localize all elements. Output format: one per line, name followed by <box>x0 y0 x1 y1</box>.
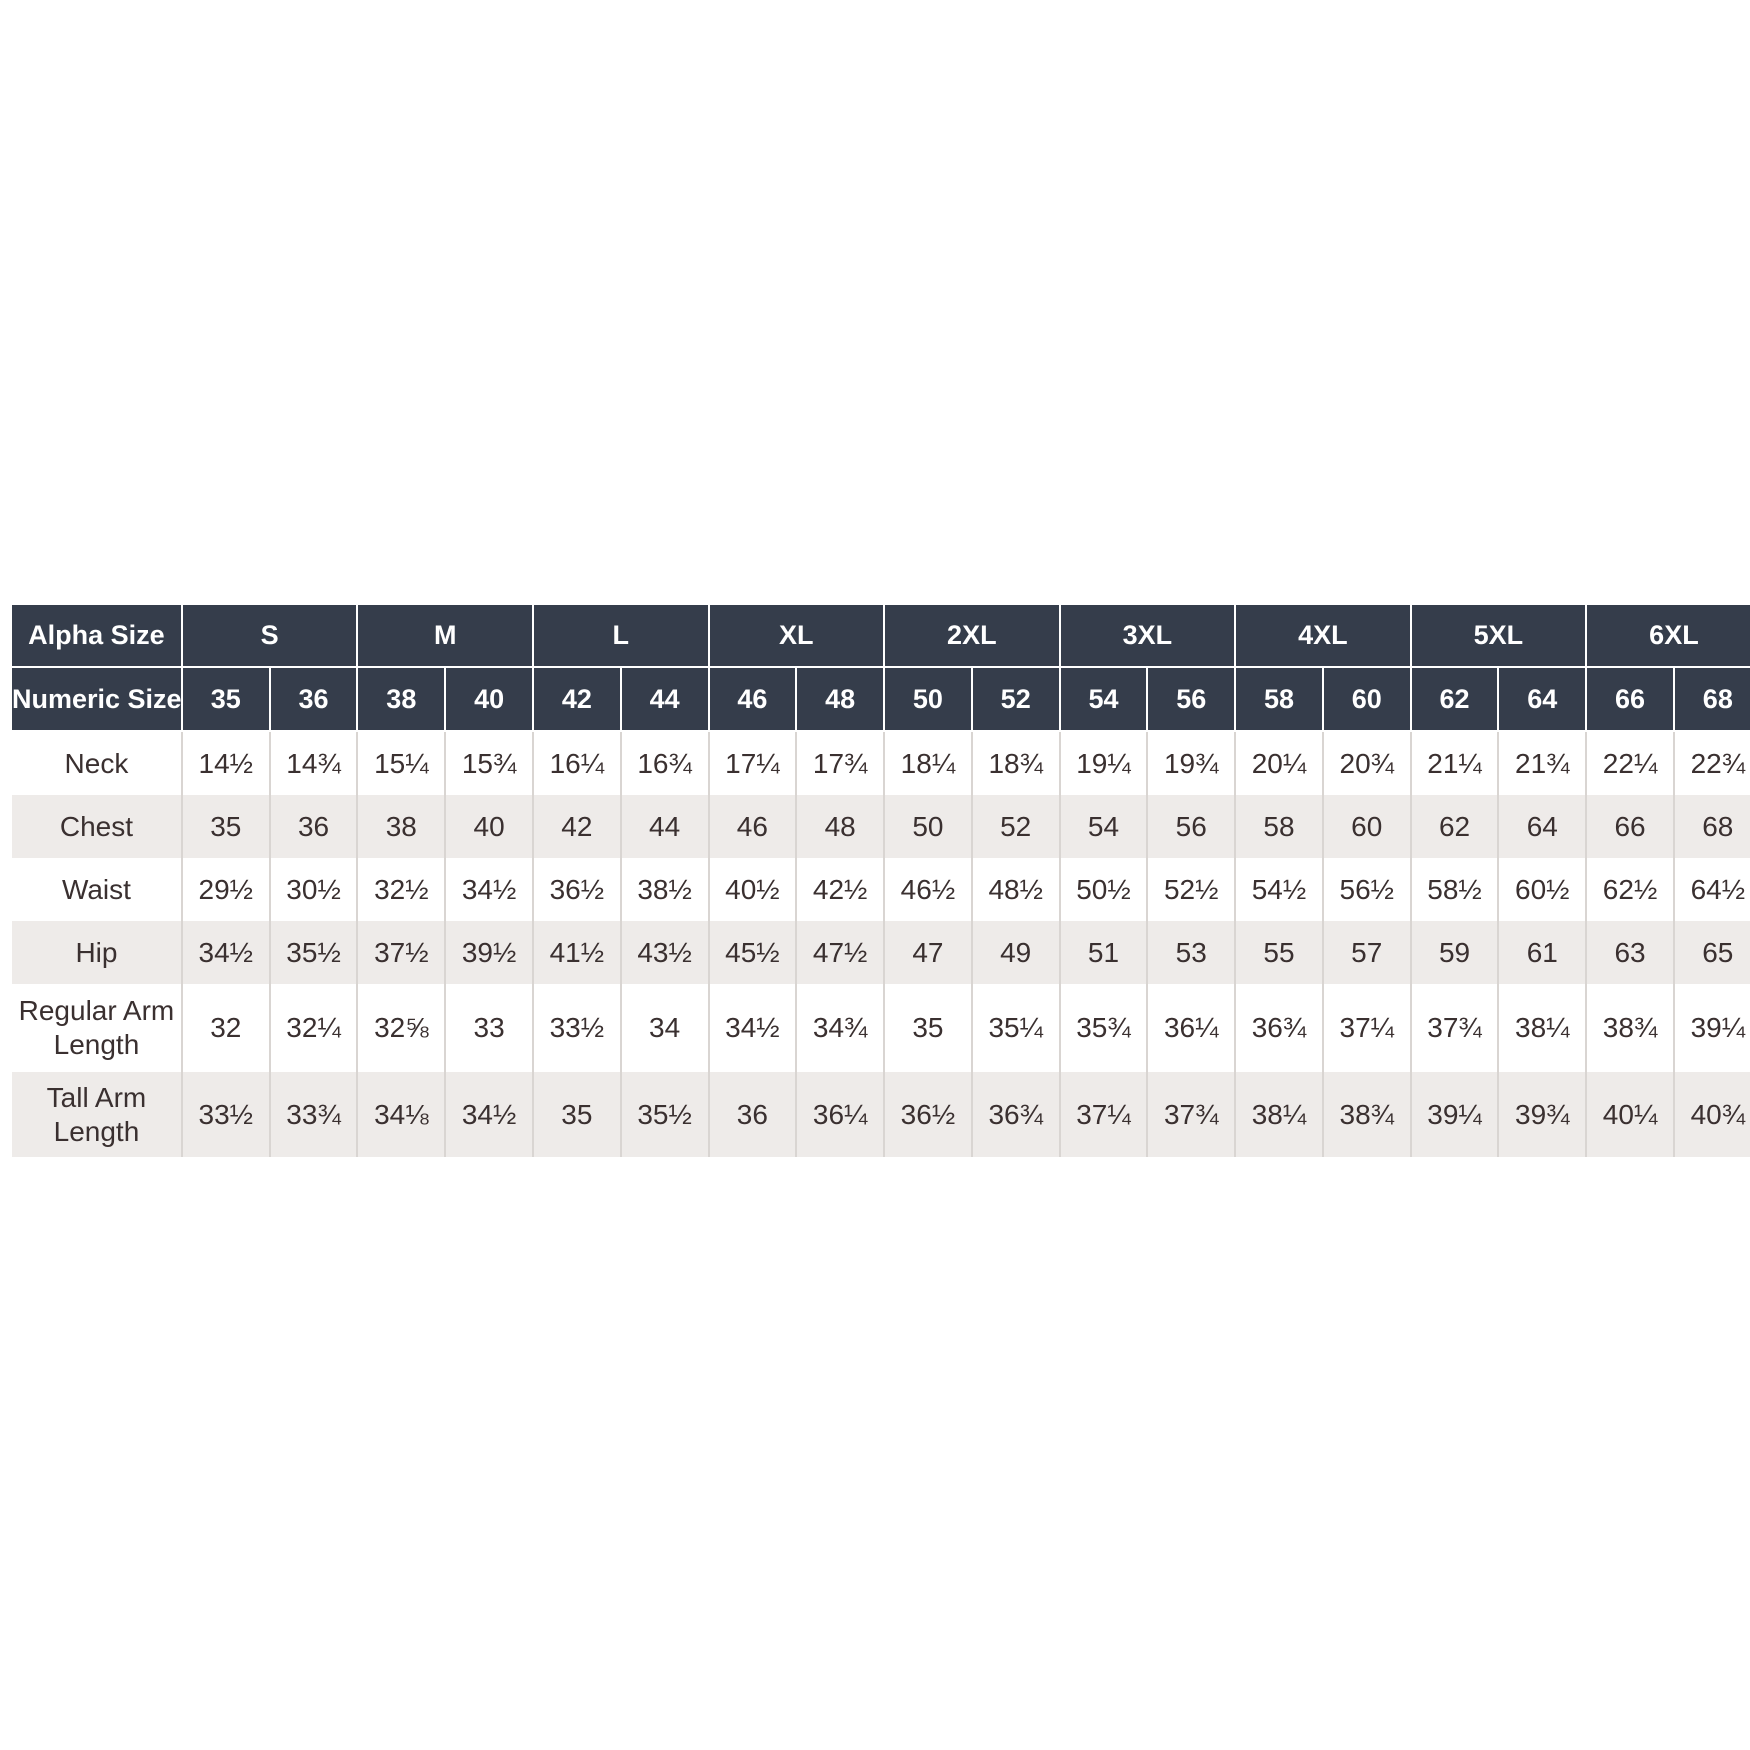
measurement-cell: 37½ <box>357 921 445 984</box>
measurement-cell: 38½ <box>621 858 709 921</box>
measurement-cell: 17¾ <box>796 731 884 795</box>
row-label-line: Length <box>53 1115 140 1147</box>
measurement-cell: 52½ <box>1147 858 1235 921</box>
measurement-cell: 48½ <box>972 858 1060 921</box>
numeric-size-cell: 42 <box>533 667 621 731</box>
measurement-cell: 21¼ <box>1411 731 1499 795</box>
measurement-cell: 47½ <box>796 921 884 984</box>
measurement-cell: 15¾ <box>445 731 533 795</box>
measurement-cell: 61 <box>1498 921 1586 984</box>
measurement-cell: 40½ <box>709 858 797 921</box>
measurement-cell: 36 <box>270 795 358 858</box>
measurement-cell: 35½ <box>621 1072 709 1157</box>
measurement-cell: 36¾ <box>972 1072 1060 1157</box>
measurement-cell: 41½ <box>533 921 621 984</box>
measurement-cell: 22¾ <box>1674 731 1750 795</box>
measurement-cell: 18¾ <box>972 731 1060 795</box>
measurement-cell: 36 <box>709 1072 797 1157</box>
row-label-line: Tall Arm <box>46 1081 147 1113</box>
measurement-cell: 37¼ <box>1060 1072 1148 1157</box>
measurement-cell: 64½ <box>1674 858 1750 921</box>
numeric-size-cell: 44 <box>621 667 709 731</box>
measurement-cell: 35¼ <box>972 984 1060 1072</box>
measurement-row-regular-arm-length <box>12 984 1750 1072</box>
measurement-cell: 60½ <box>1498 858 1586 921</box>
measurement-row-tall-arm-length <box>12 1072 1750 1157</box>
measurement-cell: 14¾ <box>270 731 358 795</box>
measurement-cell: 62 <box>1411 795 1499 858</box>
measurement-cell: 58 <box>1235 795 1323 858</box>
measurement-cell: 64 <box>1498 795 1586 858</box>
numeric-size-header-row <box>12 667 1750 731</box>
measurement-cell: 36½ <box>533 858 621 921</box>
measurement-cell: 62½ <box>1586 858 1674 921</box>
measurement-cell: 20¾ <box>1323 731 1411 795</box>
row-label-hip <box>12 921 182 984</box>
alpha-size-label: Alpha Size <box>12 605 182 667</box>
measurement-cell: 43½ <box>621 921 709 984</box>
numeric-size-cell: 36 <box>270 667 358 731</box>
numeric-size-cell: 52 <box>972 667 1060 731</box>
numeric-size-cell: 62 <box>1411 667 1499 731</box>
measurement-cell: 32½ <box>357 858 445 921</box>
measurement-cell: 34½ <box>182 921 270 984</box>
measurement-cell: 66 <box>1586 795 1674 858</box>
numeric-size-cell: 50 <box>884 667 972 731</box>
measurement-cell: 48 <box>796 795 884 858</box>
numeric-size-cell: 68 <box>1674 667 1750 731</box>
measurement-cell: 32 <box>182 984 270 1072</box>
measurement-cell: 39½ <box>445 921 533 984</box>
row-label-line: Waist <box>61 873 131 905</box>
measurement-cell: 38¼ <box>1235 1072 1323 1157</box>
measurement-cell: 33½ <box>533 984 621 1072</box>
measurement-cell: 40¼ <box>1586 1072 1674 1157</box>
row-label-line: Hip <box>75 936 118 968</box>
numeric-size-cell: 46 <box>709 667 797 731</box>
numeric-size-cell: 64 <box>1498 667 1586 731</box>
measurement-cell: 39¼ <box>1674 984 1750 1072</box>
measurement-cell: 37¼ <box>1323 984 1411 1072</box>
numeric-size-cell: 38 <box>357 667 445 731</box>
measurement-cell: 68 <box>1674 795 1750 858</box>
measurement-cell: 34½ <box>445 1072 533 1157</box>
row-label-chest <box>12 795 182 858</box>
measurement-row-chest <box>12 795 1750 858</box>
measurement-cell: 38¼ <box>1498 984 1586 1072</box>
measurement-cell: 32¼ <box>270 984 358 1072</box>
numeric-size-cell: 40 <box>445 667 533 731</box>
numeric-size-cell: 58 <box>1235 667 1323 731</box>
alpha-size-cell: L <box>533 605 709 667</box>
row-label-tall-arm-length <box>12 1072 182 1157</box>
numeric-size-cell: 60 <box>1323 667 1411 731</box>
measurement-cell: 35 <box>182 795 270 858</box>
measurement-cell: 34 <box>621 984 709 1072</box>
measurement-cell: 59 <box>1411 921 1499 984</box>
measurement-cell: 39¾ <box>1498 1072 1586 1157</box>
measurement-row-waist <box>12 858 1750 921</box>
measurement-cell: 56 <box>1147 795 1235 858</box>
measurement-cell: 55 <box>1235 921 1323 984</box>
measurement-cell: 50 <box>884 795 972 858</box>
measurement-cell: 16¼ <box>533 731 621 795</box>
measurement-row-neck <box>12 731 1750 795</box>
alpha-size-cell: M <box>357 605 533 667</box>
numeric-size-cell: 56 <box>1147 667 1235 731</box>
row-label-line: Chest <box>59 810 134 842</box>
measurement-cell: 35½ <box>270 921 358 984</box>
alpha-size-cell: XL <box>709 605 885 667</box>
measurement-cell: 29½ <box>182 858 270 921</box>
measurement-cell: 42½ <box>796 858 884 921</box>
measurement-cell: 20¼ <box>1235 731 1323 795</box>
measurement-cell: 36½ <box>884 1072 972 1157</box>
measurement-cell: 33¾ <box>270 1072 358 1157</box>
alpha-size-cell: 5XL <box>1411 605 1587 667</box>
measurement-cell: 39¼ <box>1411 1072 1499 1157</box>
measurement-cell: 56½ <box>1323 858 1411 921</box>
measurement-row-hip <box>12 921 1750 984</box>
measurement-cell: 36¼ <box>796 1072 884 1157</box>
row-label-line: Regular Arm <box>18 995 175 1026</box>
measurement-cell: 34¾ <box>796 984 884 1072</box>
measurement-cell: 37¾ <box>1411 984 1499 1072</box>
alpha-size-cell: 4XL <box>1235 605 1411 667</box>
alpha-size-cell: 3XL <box>1060 605 1236 667</box>
alpha-size-cell: 6XL <box>1586 605 1750 667</box>
numeric-size-cell: 66 <box>1586 667 1674 731</box>
measurement-cell: 60 <box>1323 795 1411 858</box>
numeric-size-cell: 48 <box>796 667 884 731</box>
measurement-cell: 34½ <box>709 984 797 1072</box>
measurement-cell: 17¼ <box>709 731 797 795</box>
alpha-size-cell: S <box>182 605 358 667</box>
numeric-size-cell: 54 <box>1060 667 1148 731</box>
measurement-cell: 65 <box>1674 921 1750 984</box>
row-label-regular-arm-length <box>12 984 182 1072</box>
measurement-cell: 42 <box>533 795 621 858</box>
row-label-neck <box>12 731 182 795</box>
measurement-cell: 37¾ <box>1147 1072 1235 1157</box>
measurement-cell: 51 <box>1060 921 1148 984</box>
row-label-line: Length <box>53 1029 140 1060</box>
row-label-waist <box>12 858 182 921</box>
measurement-cell: 40¾ <box>1674 1072 1750 1157</box>
measurement-cell: 46 <box>709 795 797 858</box>
measurement-cell: 47 <box>884 921 972 984</box>
size-chart-table <box>12 605 1750 1157</box>
measurement-cell: 44 <box>621 795 709 858</box>
measurement-cell: 38¾ <box>1323 1072 1411 1157</box>
measurement-cell: 16¾ <box>621 731 709 795</box>
alpha-size-header-row <box>12 605 1750 667</box>
measurement-cell: 38¾ <box>1586 984 1674 1072</box>
alpha-size-cell: 2XL <box>884 605 1060 667</box>
measurement-cell: 38 <box>357 795 445 858</box>
measurement-cell: 36¾ <box>1235 984 1323 1072</box>
measurement-cell: 40 <box>445 795 533 858</box>
measurement-cell: 34½ <box>445 858 533 921</box>
numeric-size-cell: 35 <box>182 667 270 731</box>
measurement-cell: 54 <box>1060 795 1148 858</box>
measurement-cell: 53 <box>1147 921 1235 984</box>
measurement-cell: 33½ <box>182 1072 270 1157</box>
measurement-cell: 32⅝ <box>357 984 445 1072</box>
measurement-cell: 34⅛ <box>357 1072 445 1157</box>
measurement-cell: 57 <box>1323 921 1411 984</box>
measurement-cell: 14½ <box>182 731 270 795</box>
measurement-cell: 36¼ <box>1147 984 1235 1072</box>
measurement-cell: 15¼ <box>357 731 445 795</box>
measurement-cell: 19¾ <box>1147 731 1235 795</box>
measurement-cell: 22¼ <box>1586 731 1674 795</box>
measurement-cell: 18¼ <box>884 731 972 795</box>
measurement-cell: 35 <box>884 984 972 1072</box>
measurement-cell: 21¾ <box>1498 731 1586 795</box>
measurement-cell: 19¼ <box>1060 731 1148 795</box>
measurement-cell: 50½ <box>1060 858 1148 921</box>
measurement-cell: 63 <box>1586 921 1674 984</box>
measurement-cell: 45½ <box>709 921 797 984</box>
measurement-cell: 46½ <box>884 858 972 921</box>
measurement-cell: 54½ <box>1235 858 1323 921</box>
numeric-size-label: Numeric Size <box>12 667 182 731</box>
measurement-cell: 35 <box>533 1072 621 1157</box>
measurement-cell: 58½ <box>1411 858 1499 921</box>
measurement-cell: 30½ <box>270 858 358 921</box>
size-chart-container <box>12 605 1750 1157</box>
measurement-cell: 33 <box>445 984 533 1072</box>
row-label-line: Neck <box>64 747 129 779</box>
measurement-cell: 35¾ <box>1060 984 1148 1072</box>
measurement-cell: 49 <box>972 921 1060 984</box>
measurement-cell: 52 <box>972 795 1060 858</box>
